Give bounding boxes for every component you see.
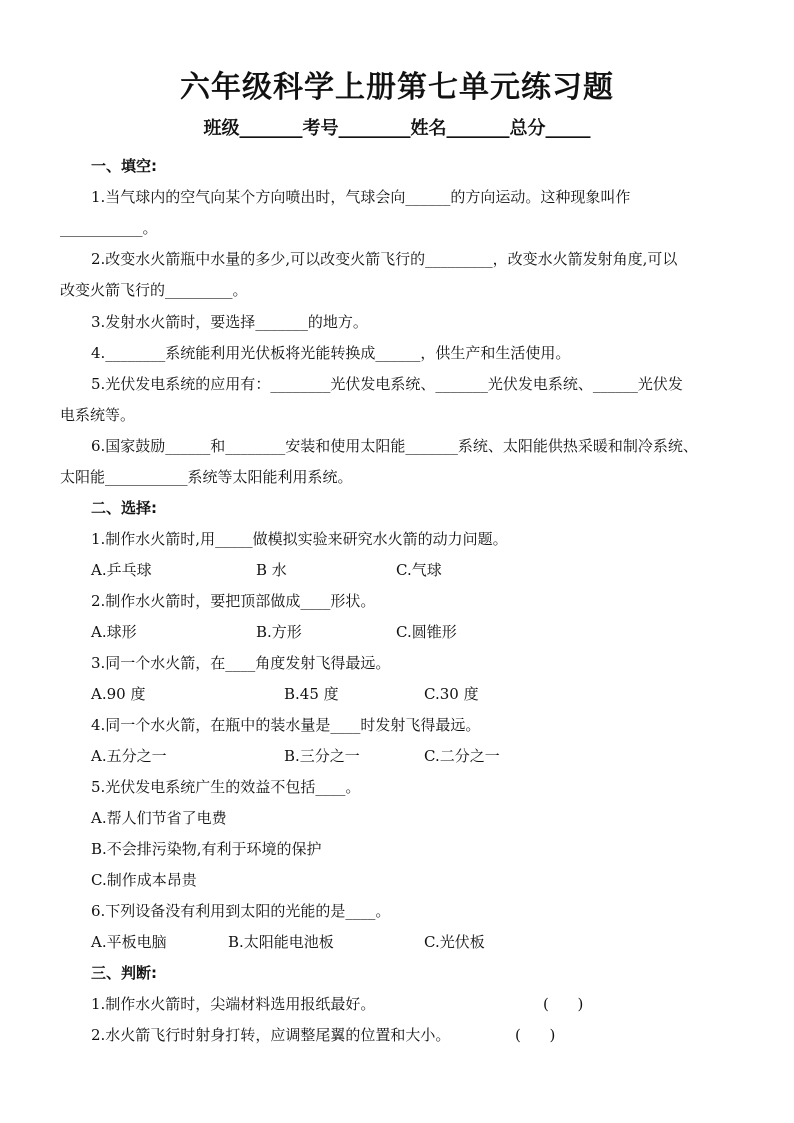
choice-q6: 6.下列设备没有利用到太阳的光能的是____。 bbox=[91, 902, 391, 920]
fill-q3: 3.发射水火箭时，要选择_______的地方。 bbox=[91, 313, 368, 331]
choice-q5-option-a: A.帮人们节省了电费 bbox=[91, 809, 227, 827]
fill-q2-line2: 改变火箭飞行的_________。 bbox=[60, 281, 248, 299]
choice-q6-option-c: C.光伏板 bbox=[424, 933, 485, 951]
choice-q1-option-b: B 水 bbox=[256, 561, 287, 579]
choice-q6-option-a: A.平板电脑 bbox=[91, 933, 167, 951]
choice-q5-option-c: C.制作成本昂贵 bbox=[91, 871, 197, 889]
section-judge-heading: 三、判断: bbox=[91, 964, 157, 982]
choice-q3-option-a: A.90 度 bbox=[91, 685, 146, 703]
choice-q1: 1.制作水火箭时,用_____做模拟实验来研究水火箭的动力问题。 bbox=[91, 530, 508, 548]
choice-q2-option-a: A.球形 bbox=[91, 623, 137, 641]
choice-q4-option-a: A.五分之一 bbox=[91, 747, 167, 765]
choice-q6-option-b: B.太阳能电池板 bbox=[228, 933, 334, 951]
choice-q4-option-b: B.三分之一 bbox=[284, 747, 360, 765]
fill-q6-line1: 6.国家鼓励______和________安装和使用太阳能_______系统、太阳能供热采暖和制冷系统、 bbox=[91, 437, 698, 455]
fill-q5-line2: 电系统等。 bbox=[60, 406, 136, 424]
fill-q5-line1: 5.光伏发电系统的应用有：________光伏发电系统、_______光伏发电系统、______光伏发 bbox=[91, 375, 683, 393]
choice-q1-option-a: A.乒乓球 bbox=[91, 561, 152, 579]
choice-q3-option-b: B.45 度 bbox=[284, 685, 339, 703]
choice-q5: 5.光伏发电系统广生的效益不包括____。 bbox=[91, 778, 361, 796]
judge-q2: 2.水火箭飞行时射身打转，应调整尾翼的位置和大小。 bbox=[91, 1026, 451, 1044]
choice-q5-option-b: B.不会排污染物,有利于环境的保护 bbox=[91, 840, 322, 858]
fill-q1-line1: 1.当气球内的空气向某个方向喷出时，气球会向______的方向运动。这种现象叫作 bbox=[91, 188, 631, 206]
section-fill-blank-heading: 一、填空: bbox=[91, 157, 157, 175]
student-info-line: 班级_______考号________姓名_______总分_____ bbox=[203, 118, 591, 139]
choice-q3-option-c: C.30 度 bbox=[424, 685, 479, 703]
fill-q6-line2: 太阳能___________系统等太阳能利用系统。 bbox=[60, 468, 353, 486]
choice-q3: 3.同一个水火箭，在____角度发射飞得最远。 bbox=[91, 654, 391, 672]
choice-q2-option-b: B.方形 bbox=[256, 623, 302, 641]
fill-q2-line1: 2.改变水火箭瓶中水量的多少,可以改变火箭飞行的_________，改变水火箭发射角度,可以 bbox=[91, 250, 678, 268]
choice-q2: 2.制作水火箭时，要把顶部做成____形状。 bbox=[91, 592, 376, 610]
fill-q1-line2: ___________。 bbox=[60, 219, 158, 237]
choice-q1-option-c: C.气球 bbox=[396, 561, 442, 579]
judge-q2-answer-paren: ( ) bbox=[515, 1026, 556, 1044]
page-title: 六年级科学上册第七单元练习题 bbox=[180, 70, 614, 105]
choice-q4: 4.同一个水火箭，在瓶中的装水量是____时发射飞得最远。 bbox=[91, 716, 481, 734]
judge-q1: 1.制作水火箭时，尖端材料选用报纸最好。 bbox=[91, 995, 376, 1013]
section-choice-heading: 二、选择: bbox=[91, 499, 157, 517]
choice-q4-option-c: C.二分之一 bbox=[424, 747, 500, 765]
judge-q1-answer-paren: ( ) bbox=[543, 995, 584, 1013]
fill-q4: 4.________系统能利用光伏板将光能转换成______，供生产和生活使用。 bbox=[91, 344, 571, 362]
choice-q2-option-c: C.圆锥形 bbox=[396, 623, 457, 641]
